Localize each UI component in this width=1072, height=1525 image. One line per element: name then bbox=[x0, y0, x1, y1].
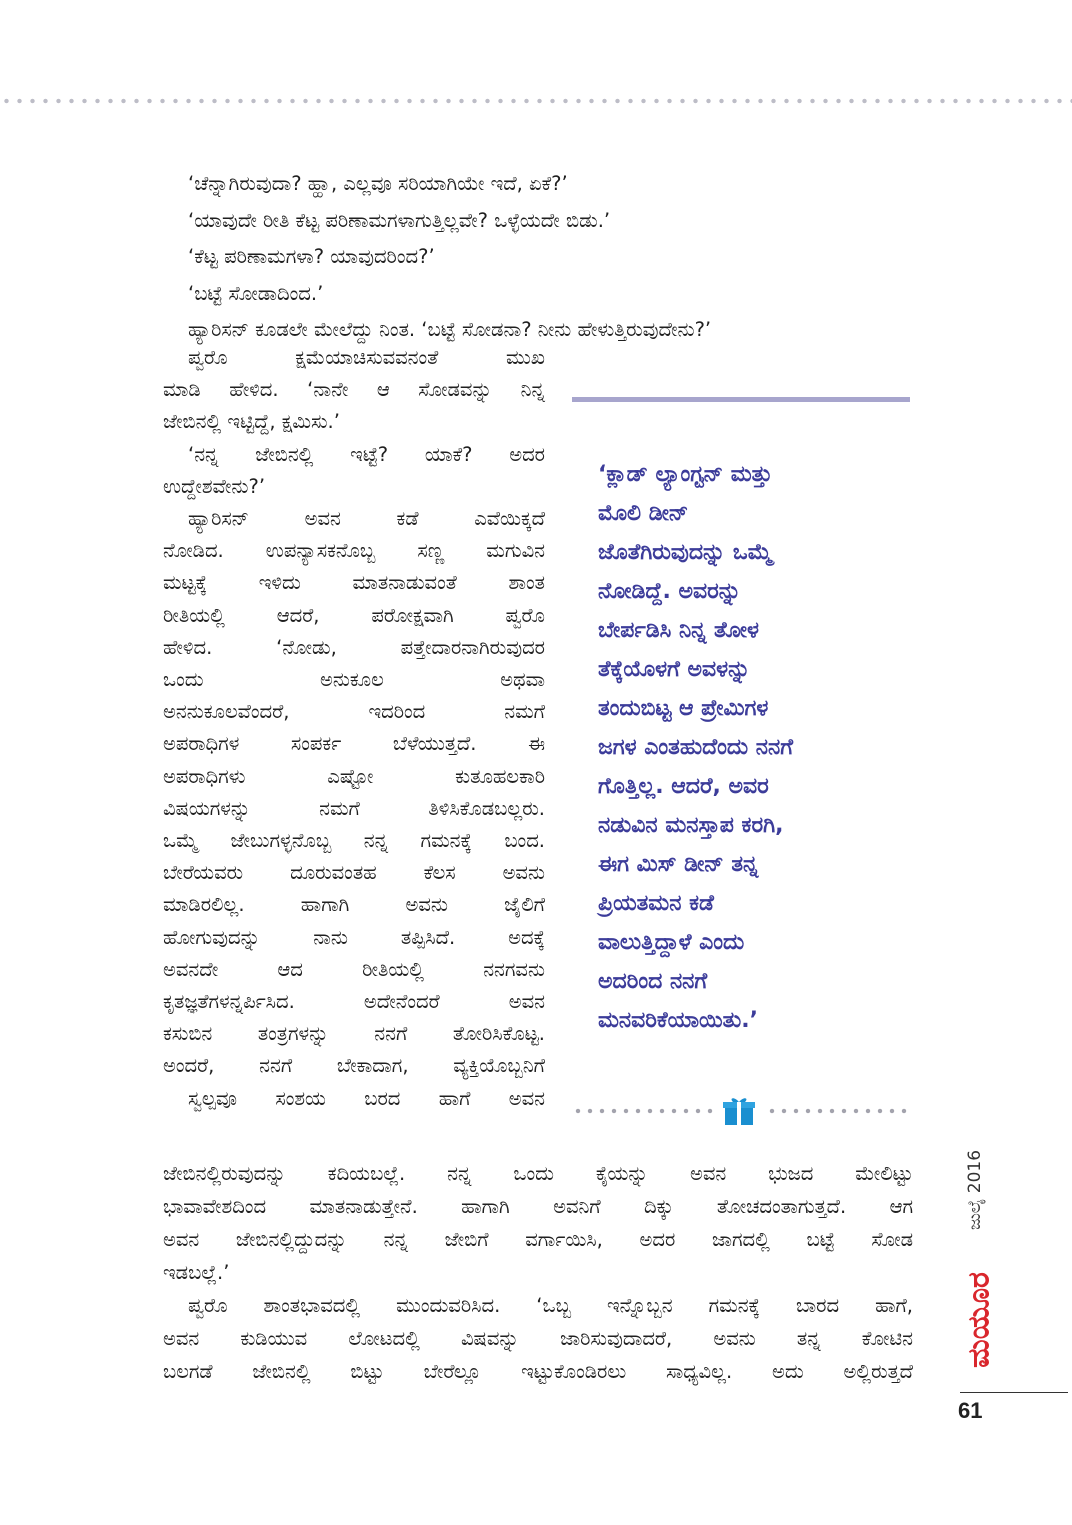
text-line: ಜೇಬಿನಲ್ಲಿ ಇಟ್ಟಿದ್ದೆ, ಕ್ಷಮಿಸು.’ bbox=[163, 410, 340, 434]
text-line: ರೀತಿಯಲ್ಲಿ ಆದರೆ, ಪರೋಕ್ಷವಾಗಿ ಪ್ವರೊ bbox=[163, 603, 545, 627]
pull-quote: ‘ಕ್ಲಾಡ್ ಲ್ಯಾಂಗ್ಟನ್ ಮತ್ತು ಮೊಲಿ ಡೀನ್ ಜೊತೆಗಿರುವುದನ್ನು ಒಮ್ಮೆ ನೋಡಿದ್ದೆ. ಅವರನ್ನು ಬೇರ್ಪಡಿಸಿ ನಿನ್ನ ತೋಳ ತೆಕ್ಕೆಯೊಳಗೆ ಅವಳನ್ನು ತಂದುಬಿಟ್ಟ ಆ ಪ್ರೇಮಿಗಳ ಜಗಳ ಎಂತಹುದೆಂದು ನನಗೆ ಗೊತ್ತಿಲ್ಲ. ಆದರೆ, ಅವರ ನಡುವಿನ ಮನಸ್ತಾಪ ಕರಗಿ, ಈಗ ಮಿಸ್ ಡೀನ್ ತನ್ನ ಪ್ರಿಯತಮನ ಕಡೆ ವಾಲುತ್ತಿದ್ದಾಳೆ ಎಂದು ಅದರಿಂದ ನನಗೆ ಮನವರಿಕೆಯಾಯಿತು.’ bbox=[598, 462, 794, 1033]
page-number-rule bbox=[960, 1392, 1068, 1393]
top-dotted-rule bbox=[0, 98, 1072, 104]
pull-quote-rule bbox=[572, 397, 910, 402]
text-line: ಅಂದರೆ, ನನಗೆ ಬೇಕಾದಾಗ, ವ್ಯಕ್ತಿಯೊಬ್ಬನಿಗೆ bbox=[163, 1054, 545, 1078]
text-line: ಅಪರಾಧಿಗಳು ಎಷ್ಟೋ ಕುತೂಹಲಕಾರಿ bbox=[163, 764, 545, 788]
text-line: ಬೇರೆಯವರು ದೂರುವಂತಹ ಕೆಲಸ ಅವನು bbox=[163, 861, 545, 885]
text-line: ಕೃತಜ್ಞತೆಗಳನ್ನರ್ಪಿಸಿದ. ಅದೇನೆಂದರೆ ಅವನ bbox=[163, 990, 545, 1013]
ornament-dots-left bbox=[572, 1108, 714, 1114]
text-line: ವಿಷಯಗಳನ್ನು ನಮಗೆ ತಿಳಿಸಿಕೊಡಬಲ್ಲರು. bbox=[163, 796, 545, 820]
text-line: ಮಾಡಿರಲಿಲ್ಲ. ಹಾಗಾಗಿ ಅವನು ಜೈಲಿಗೆ bbox=[163, 893, 545, 917]
text-line: ಬಲಗಡೆ ಜೇಬಿನಲ್ಲಿ ಬಿಟ್ಟು ಬೇರೆಲ್ಲೂ ಇಟ್ಟುಕೊಂಡಿರಲು ಸಾಧ್ಯವಿಲ್ಲ. ಅದು ಅಲ್ಲಿರುತ್ತದೆ bbox=[163, 1360, 913, 1383]
text-line: ಮಟ್ಟಕ್ಕೆ ಇಳಿದು ಮಾತನಾಡುವಂತೆ ಶಾಂತ bbox=[163, 571, 545, 595]
text-line: ಹ್ಯಾರಿಸನ್ ಕೂಡಲೇ ಮೇಲೆದ್ದು ನಿಂತ. ‘ಬಟ್ಟೆ ಸೋಡನಾ? ನೀನು ಹೇಳುತ್ತಿರುವುದೇನು?’ bbox=[188, 318, 712, 341]
text-line: ಇಡಬಲ್ಲೆ.’ bbox=[163, 1261, 230, 1284]
text-line: ಒಮ್ಮೆ ಜೇಬುಗಳ್ಳನೊಬ್ಬ ನನ್ನ ಗಮನಕ್ಕೆ ಬಂದ. bbox=[163, 829, 545, 852]
text-line: ಅವನದೇ ಆದ ರೀತಿಯಲ್ಲಿ ನನಗವನು bbox=[163, 957, 545, 981]
text-line: ಹ್ಯಾರಿಸನ್ ಅವನ ಕಡೆ ಎವೆಯಿಕ್ಕದೆ bbox=[188, 507, 545, 530]
text-line: ಕಸುಬಿನ ತಂತ್ರಗಳನ್ನು ನನಗೆ ತೋರಿಸಿಕೊಟ್ಟ. bbox=[163, 1022, 545, 1046]
ornament-dots-right bbox=[766, 1108, 912, 1114]
text-line: ಹೋಗುವುದನ್ನು ನಾನು ತಪ್ಪಿಸಿದೆ. ಅದಕ್ಕೆ bbox=[163, 925, 545, 949]
text-line: ‘ಯಾವುದೇ ರೀತಿ ಕೆಟ್ಟ ಪರಿಣಾಮಗಳಾಗುತ್ತಿಲ್ಲವೇ? ಒಳ್ಳೆಯದೇ ಬಿಡು.’ bbox=[188, 208, 611, 232]
issue-date-text: ಜುಲೈ 2016 bbox=[965, 1149, 985, 1231]
text-line: ಒಂದು ಅನುಕೂಲ ಅಥವಾ bbox=[163, 668, 545, 691]
text-line: ‘ನನ್ನ ಜೇಬಿನಲ್ಲಿ ಇಟ್ಟೆ? ಯಾಕೆ? ಅದರ bbox=[188, 442, 545, 466]
text-line: ನೋಡಿದ. ಉಪನ್ಯಾಸಕನೊಬ್ಬ ಸಣ್ಣ ಮಗುವಿನ bbox=[163, 539, 545, 563]
gift-icon bbox=[722, 1096, 756, 1126]
text-line: ಅನನುಕೂಲವೆಂದರೆ, ಇದರಿಂದ ನಮಗೆ bbox=[163, 700, 545, 724]
text-line: ಹೇಳಿದ. ‘ನೋಡು, ಪತ್ತೇದಾರನಾಗಿರುವುದರ bbox=[163, 635, 545, 659]
text-line: ಸ್ವಲ್ಪವೂ ಸಂಶಯ ಬರದ ಹಾಗೆ ಅವನ bbox=[188, 1086, 545, 1110]
page-number: 61 bbox=[958, 1398, 983, 1423]
magazine-brand bbox=[962, 1250, 998, 1390]
text-line: ‘ಕೆಟ್ಟ ಪರಿಣಾಮಗಳಾ? ಯಾವುದರಿಂದ?’ bbox=[188, 245, 435, 268]
text-line: ಜೇಬಿನಲ್ಲಿರುವುದನ್ನು ಕದಿಯಬಲ್ಲೆ. ನನ್ನ ಒಂದು ಕೈಯನ್ನು ಅವನ ಭುಜದ ಮೇಲಿಟ್ಟು bbox=[163, 1162, 913, 1185]
text-line: ಅಪರಾಧಿಗಳ ಸಂಪರ್ಕ ಬೆಳೆಯುತ್ತದೆ. ಈ bbox=[163, 732, 545, 756]
text-line: ಉದ್ದೇಶವೇನು?’ bbox=[163, 474, 266, 498]
magazine-brand-text: ಮಯೂರ bbox=[961, 1272, 997, 1368]
text-line: ‘ಬಟ್ಟೆ ಸೋಡಾದಿಂದ.’ bbox=[188, 281, 324, 305]
text-line: ಅವನ ಕುಡಿಯುವ ಲೋಟದಲ್ಲಿ ವಿಷವನ್ನು ಜಾರಿಸುವುದಾದರೆ, ಅವನು ತನ್ನ ಕೋಟಿನ bbox=[163, 1327, 913, 1350]
text-line: ಪ್ವರೊ ಶಾಂತಭಾವದಲ್ಲಿ ಮುಂದುವರಿಸಿದ. ‘ಒಬ್ಬ ಇನ್ನೊಬ್ಬನ ಗಮನಕ್ಕೆ ಬಾರದ ಹಾಗೆ, bbox=[188, 1294, 913, 1317]
text-line: ಮಾಡಿ ಹೇಳಿದ. ‘ನಾನೇ ಆ ಸೋಡವನ್ನು ನಿನ್ನ bbox=[163, 378, 545, 402]
issue-date bbox=[965, 1140, 992, 1240]
text-line: ಭಾವಾವೇಶದಿಂದ ಮಾತನಾಡುತ್ತೇನೆ. ಹಾಗಾಗಿ ಅವನಿಗೆ ದಿಕ್ಕು ತೋಚದಂತಾಗುತ್ತದೆ. ಆಗ bbox=[163, 1195, 913, 1218]
text-line: ‘ಚೆನ್ನಾಗಿರುವುದಾ? ಹ್ಹಾ, ಎಲ್ಲವೂ ಸರಿಯಾಗಿಯೇ ಇದೆ, ಏಕೆ?’ bbox=[188, 172, 568, 195]
text-line: ಅವನ ಜೇಬಿನಲ್ಲಿದ್ದುದನ್ನು ನನ್ನ ಜೇಬಿಗೆ ವರ್ಗಾಯಿಸಿ, ಅದರ ಜಾಗದಲ್ಲಿ ಬಟ್ಟೆ ಸೋಡ bbox=[163, 1228, 913, 1251]
text-line: ಪ್ವರೊ ಕ್ಷಮೆಯಾಚಿಸುವವನಂತೆ ಮುಖ bbox=[188, 346, 545, 369]
